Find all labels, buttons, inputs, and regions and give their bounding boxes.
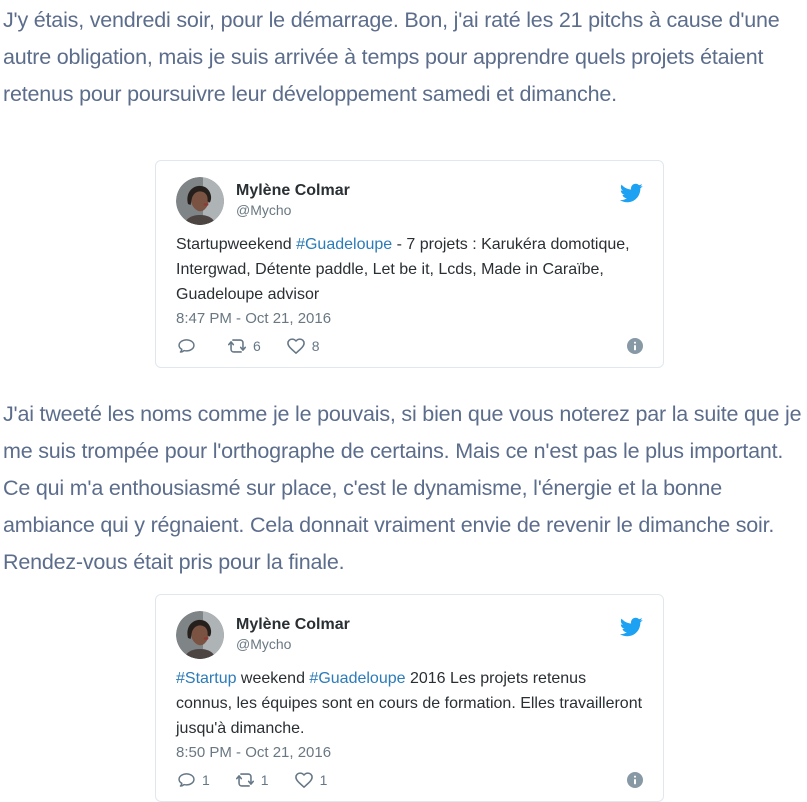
heart-icon xyxy=(285,335,307,357)
hashtag-link[interactable]: #Startup xyxy=(176,670,237,687)
retweet-count: 1 xyxy=(260,772,269,788)
retweet-button[interactable] xyxy=(234,769,269,791)
hashtag-link[interactable]: #Guadeloupe xyxy=(296,236,393,253)
reply-icon xyxy=(176,336,197,357)
reply-button[interactable] xyxy=(176,336,202,357)
tweet-author-block xyxy=(236,611,350,653)
tweet-author-block xyxy=(236,177,350,219)
embedded-tweet-card xyxy=(155,160,664,368)
article-paragraph-intro: J'y étais, vendredi soir, pour le démarrage. Bon, j'ai raté les 21 pitchs à cause d'une autre obligation, mais je suis arrivée à temps pour apprendre quels projets étaient retenus pour poursuivre leur développement samedi et dimanche. xyxy=(3,8,780,106)
author-handle[interactable]: @Mycho xyxy=(236,202,292,218)
avatar[interactable] xyxy=(176,611,224,659)
like-count: 8 xyxy=(311,338,320,354)
tweet-action-bar xyxy=(176,769,643,791)
twitter-bird-icon[interactable] xyxy=(619,181,643,205)
tweet-timestamp[interactable]: 8:50 PM - Oct 21, 2016 xyxy=(176,744,332,761)
author-name[interactable]: Mylène Colmar xyxy=(236,182,350,199)
tweet-text xyxy=(176,232,643,307)
tweet-text-segment: 2016 Les projets retenus connus, les équipes sont en cours de formation. Elles travailleront jusqu'à dimanche. xyxy=(176,670,643,737)
article-paragraph-middle: J'ai tweeté les noms comme je le pouvais, si bien que vous noterez par la suite que je me suis trompée pour l'orthographe de certains. Mais ce n'est pas le plus important. Ce qui m'a enthousiasmé sur place, c'est le dynamisme, l'énergie et la bonne ambiance qui y régnaient. Cela donnait vraiment envie de revenir le dimanche soir. Rendez-vous était pris pour la finale. xyxy=(3,402,802,574)
tweet-text-segment: weekend xyxy=(236,670,310,687)
twitter-bird-icon[interactable] xyxy=(619,615,643,639)
author-handle[interactable]: @Mycho xyxy=(236,636,292,652)
retweet-icon xyxy=(226,335,248,357)
embedded-tweet-card xyxy=(155,594,664,802)
info-icon[interactable] xyxy=(627,772,643,788)
avatar[interactable] xyxy=(176,177,224,225)
tweet-text-segment: Startupweekend xyxy=(176,236,297,253)
author-name[interactable]: Mylène Colmar xyxy=(236,616,350,633)
tweet-timestamp[interactable]: 8:47 PM - Oct 21, 2016 xyxy=(176,310,332,327)
like-count: 1 xyxy=(319,772,328,788)
tweet-text-segment: - 7 projets : Karukéra domotique, Intergwad, Détente paddle, Let be it, Lcds, Made in Caraïbe, Guadeloupe advisor xyxy=(176,236,630,303)
tweet-header xyxy=(176,611,643,659)
retweet-count: 6 xyxy=(253,338,261,354)
tweet-header xyxy=(176,177,643,225)
reply-button[interactable] xyxy=(176,770,210,791)
like-button[interactable] xyxy=(285,335,320,357)
hashtag-link[interactable]: #Guadeloupe xyxy=(309,670,406,687)
tweet-text xyxy=(176,666,643,741)
retweet-icon xyxy=(234,769,256,791)
heart-icon xyxy=(293,769,315,791)
retweet-button[interactable] xyxy=(226,335,261,357)
info-icon[interactable] xyxy=(627,338,643,354)
reply-icon xyxy=(176,770,197,791)
like-button[interactable] xyxy=(293,769,328,791)
tweet-action-bar xyxy=(176,335,643,357)
reply-count: 1 xyxy=(202,772,210,788)
